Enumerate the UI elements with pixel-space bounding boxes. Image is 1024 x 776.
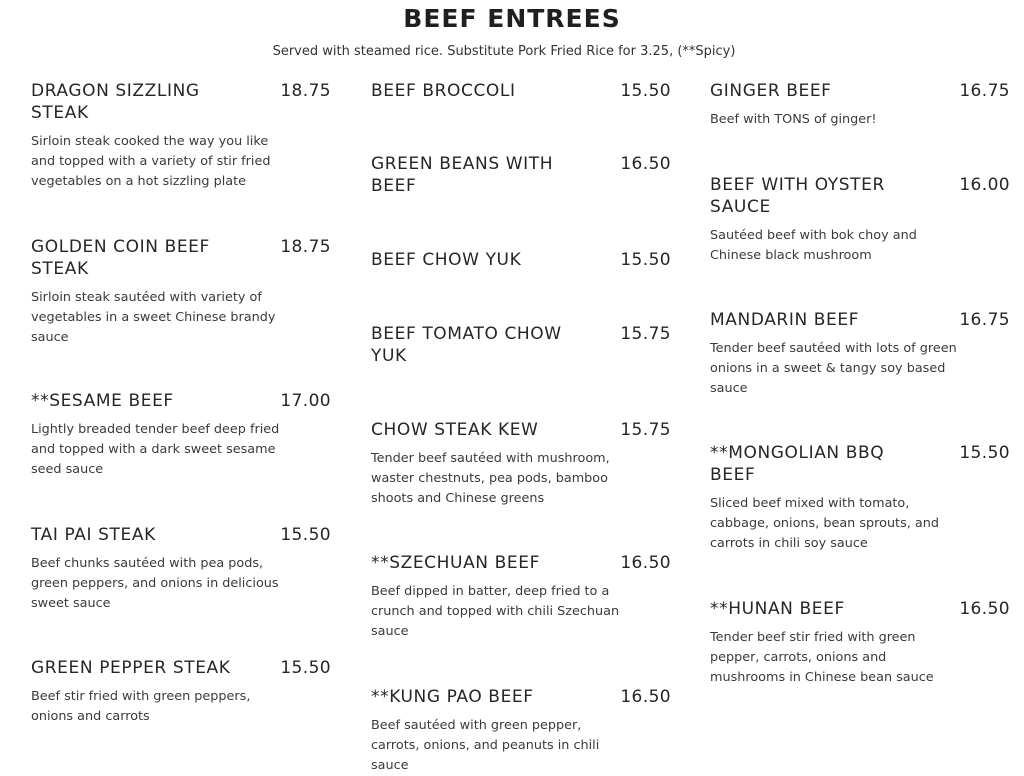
menu-item: [31, 80, 331, 192]
item-name: GOLDEN COIN BEEF STEAK: [31, 237, 210, 279]
menu-item: [371, 80, 671, 102]
item-name: BEEF CHOW YUK: [371, 250, 522, 270]
item-description: Tender beef sautéed with lots of green onions in a sweet & tangy soy based sauce: [710, 341, 957, 396]
menu-item: [31, 390, 331, 480]
item-description: Sliced beef mixed with tomato, cabbage, onions, bean sprouts, and carrots in chili soy sauce: [710, 496, 939, 551]
item-name: BEEF TOMATO CHOW YUK: [371, 324, 562, 366]
item-price: 15.50: [280, 525, 331, 545]
menu-item: [371, 419, 671, 509]
item-price: 16.75: [959, 310, 1010, 330]
item-description: Beef with TONS of ginger!: [710, 112, 877, 127]
item-price: 16.50: [620, 553, 671, 573]
menu-item: [710, 598, 1010, 688]
item-name: CHOW STEAK KEW: [371, 420, 539, 440]
page-title: BEEF ENTREES: [403, 4, 621, 33]
page-subtitle: Served with steamed rice. Substitute Pork Fried Rice for 3.25, (**Spicy): [272, 44, 736, 59]
item-description: Tender beef stir fried with green pepper, carrots, onions and mushrooms in Chinese bean sauce: [710, 630, 934, 685]
item-name: BEEF WITH OYSTER SAUCE: [710, 175, 885, 217]
item-price: 15.50: [620, 81, 671, 101]
menu-item: [710, 174, 1010, 266]
item-price: 16.50: [620, 687, 671, 707]
item-price: 16.50: [959, 599, 1010, 619]
item-name: TAI PAI STEAK: [31, 525, 156, 545]
item-description: Beef chunks sautéed with pea pods, green peppers, and onions in delicious sweet sauce: [31, 556, 279, 611]
item-description: Lightly breaded tender beef deep fried and topped with a dark sweet sesame seed sauce: [31, 422, 280, 477]
item-price: 15.50: [959, 443, 1010, 463]
item-description: Tender beef sautéed with mushroom, waster chestnuts, pea pods, bamboo shoots and Chinese greens: [371, 451, 610, 506]
item-name: **MONGOLIAN BBQ BEEF: [710, 443, 885, 485]
menu-item: [31, 236, 331, 348]
menu-item: [710, 309, 1010, 399]
item-price: 16.00: [959, 175, 1010, 195]
item-name: GREEN PEPPER STEAK: [31, 658, 231, 678]
item-price: 16.75: [959, 81, 1010, 101]
item-name: BEEF BROCCOLI: [371, 81, 516, 101]
item-description: Sautéed beef with bok choy and Chinese black mushroom: [710, 228, 917, 263]
menu-item: [31, 657, 331, 727]
menu-item: [371, 552, 671, 642]
item-name: **KUNG PAO BEEF: [371, 687, 534, 707]
item-price: 15.75: [620, 420, 671, 440]
item-description: Beef stir fried with green peppers, onions and carrots: [31, 689, 251, 724]
menu-item: [31, 524, 331, 614]
item-name: **SESAME BEEF: [31, 391, 174, 411]
item-name: MANDARIN BEEF: [710, 310, 860, 330]
item-description: Sirloin steak cooked the way you like and topped with a variety of stir fried vegetables on a hot sizzling plate: [31, 134, 271, 189]
item-price: 18.75: [280, 81, 331, 101]
item-description: Beef dipped in batter, deep fried to a crunch and topped with chili Szechuan sauce: [371, 584, 620, 639]
item-description: Sirloin steak sautéed with variety of vegetables in a sweet Chinese brandy sauce: [31, 290, 276, 345]
item-price: 15.50: [620, 250, 671, 270]
item-price: 15.75: [620, 324, 671, 344]
item-name: DRAGON SIZZLING STEAK: [31, 81, 200, 123]
item-description: Beef sautéed with green pepper, carrots, onions, and peanuts in chili sauce: [371, 718, 600, 773]
item-price: 16.50: [620, 154, 671, 174]
menu-item: [371, 249, 671, 271]
menu-item: [710, 80, 1010, 130]
item-price: 15.50: [280, 658, 331, 678]
menu-item: [371, 323, 671, 367]
item-name: GREEN BEANS WITH BEEF: [371, 154, 554, 196]
item-name: **HUNAN BEEF: [710, 599, 845, 619]
menu-item: [710, 442, 1010, 554]
menu-item: [371, 153, 671, 197]
item-price: 18.75: [280, 237, 331, 257]
item-name: GINGER BEEF: [710, 81, 832, 101]
item-price: 17.00: [280, 391, 331, 411]
item-name: **SZECHUAN BEEF: [371, 553, 540, 573]
menu-item: [371, 686, 671, 776]
